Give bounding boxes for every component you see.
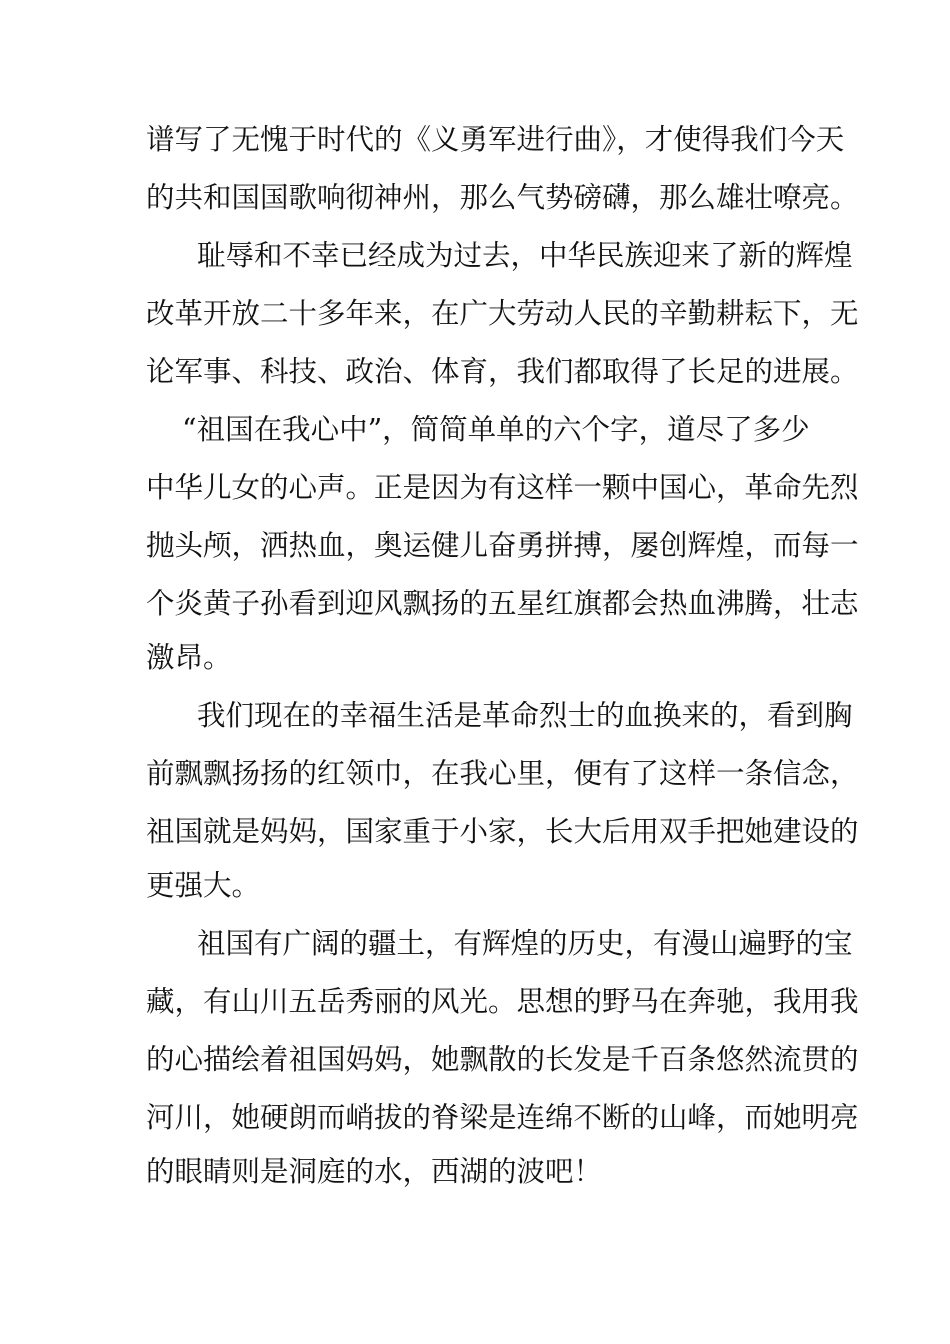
text-line: 的眼睛则是洞庭的水，西湖的波吧！ [146, 1155, 603, 1188]
paragraph-start-line: 耻辱和不幸已经成为过去，中华民族迎来了新的辉煌 [197, 239, 853, 272]
text-line: 的心描绘着祖国妈妈，她飘散的长发是千百条悠然流贯的 [146, 1043, 859, 1076]
text-line: 祖国就是妈妈，国家重于小家，长大后用双手把她建设的 [146, 815, 859, 848]
text-line: 论军事、科技、政治、体育，我们都取得了长足的进展。 [146, 355, 859, 388]
text-line: 抛头颅，洒热血，奥运健儿奋勇拼搏，屡创辉煌，而每一 [146, 529, 859, 562]
text-line: 激昂。 [146, 641, 232, 674]
text-line: 中华儿女的心声。正是因为有这样一颗中国心，革命先烈 [146, 471, 859, 504]
text-line: 个炎黄子孙看到迎风飘扬的五星红旗都会热血沸腾，壮志 [146, 587, 859, 620]
paragraph-start-line: 我们现在的幸福生活是革命烈士的血换来的，看到胸 [197, 699, 853, 732]
text-line: 更强大。 [146, 869, 261, 902]
text-line: 前飘飘扬扬的红领巾，在我心里，便有了这样一条信念， [146, 757, 859, 790]
paragraph-start-line: 祖国有广阔的疆土，有辉煌的历史，有漫山遍野的宝 [197, 927, 853, 960]
text-line: 改革开放二十多年来，在广大劳动人民的辛勤耕耘下，无 [146, 297, 859, 330]
text-line: 藏，有山川五岳秀丽的风光。思想的野马在奔驰，我用我 [146, 985, 859, 1018]
text-line: 的共和国国歌响彻神州，那么气势磅礴，那么雄壮嘹亮。 [146, 181, 859, 214]
text-line: 谱写了无愧于时代的《义勇军进行曲》，才使得我们今天 [146, 123, 845, 156]
text-line: 河川，她硬朗而峭拔的脊梁是连绵不断的山峰，而她明亮 [146, 1101, 859, 1134]
paragraph-start-line: “祖国在我心中”，简简单单的六个字，道尽了多少 [182, 413, 810, 446]
